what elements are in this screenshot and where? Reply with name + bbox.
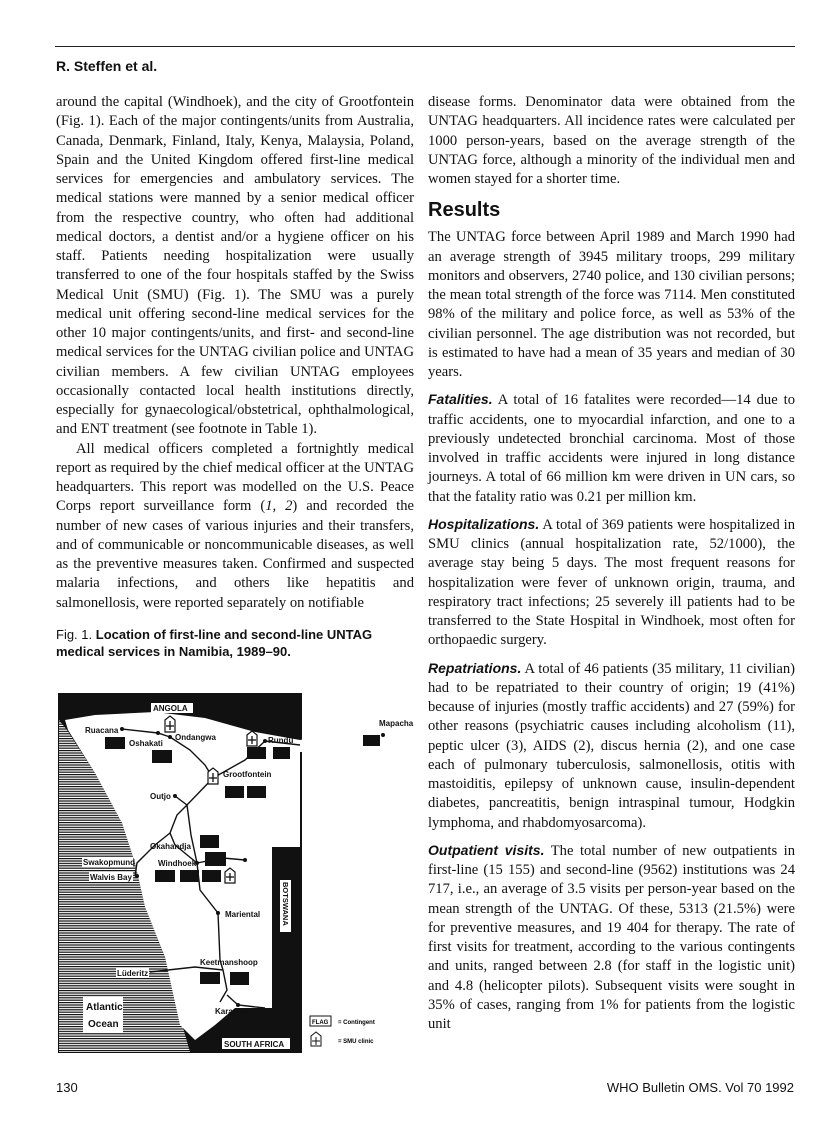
legend-smu-clinic: = SMU clinic bbox=[338, 1039, 374, 1045]
right-column bbox=[428, 93, 795, 1034]
label-windhoek: Windhoek bbox=[158, 859, 197, 868]
label-rundu: Rundu bbox=[268, 736, 294, 745]
label-grootfontein: Grootfontein bbox=[223, 770, 272, 779]
header-rule bbox=[55, 46, 795, 47]
reference: 1, 2 bbox=[265, 498, 293, 515]
label-botswana: BOTSWANA bbox=[281, 882, 290, 926]
left-column bbox=[56, 93, 414, 660]
label-ocean: Ocean bbox=[88, 1019, 119, 1030]
legend-flag-box: FLAG bbox=[312, 1020, 329, 1026]
journal-footer: WHO Bulletin OMS. Vol 70 1992 bbox=[606, 1080, 794, 1095]
label-okahandja: Okahandja bbox=[150, 842, 191, 851]
label-luderitz: Lüderitz bbox=[117, 969, 149, 978]
label-ondangwa: Ondangwa bbox=[175, 733, 216, 742]
label-mariental: Mariental bbox=[225, 910, 261, 919]
paragraph: All medical officers completed a fortnightly medical report as required by the chief medical officer at the UNTAG headquarters. This report was modelled on the U.S. Peace Corps report surveillance form (1, 2) and recorded the number of new cases of various injuries and their transfers, and of communicable or noncommunicable diseases, as well as the preventive measures taken. Confirmed and suspected malaria infections, and others like hepatitis and salmonellosis, were reported separately on notifiable bbox=[56, 440, 415, 611]
label-ruacana: Ruacana bbox=[85, 726, 119, 735]
label-outjo: Outjo bbox=[150, 792, 171, 801]
paragraph-hospitalizations: Hospitalizations. A total of 369 patients were hospitalized in SMU clinics (annual hospitalization rate, 52/1000), the average stay being 5 days. The most frequent reasons for hospitalization were fever of unknown origin, trauma, and respiratory tract infections; 25 severely ill patients had to be transferred to the State Hospital in Windhoek, most often for orthopaedic surgery. bbox=[428, 515, 795, 649]
map-legend bbox=[310, 1016, 375, 1046]
namibia-map bbox=[55, 690, 415, 1060]
section-heading-results: Results bbox=[428, 199, 501, 222]
paragraph-fatalities: Fatalities. A total of 16 fatalites were recorded—14 due to traffic accidents, one to myocardial infarction, and one to a previously undetected bronchial carcinoma. Most of those involved in traffic accidents were injured in long distance journeys. A total of 66 million km were driven in UN cars, so that the fatality ratio was 0.21 per million km. bbox=[428, 391, 795, 505]
label-walvis-bay: Walvis Bay bbox=[90, 873, 132, 882]
label-keetmanshoop: Keetmanshoop bbox=[200, 958, 258, 967]
label-mapacha: Mapacha bbox=[379, 719, 414, 728]
label-swakopmund: Swakopmund bbox=[83, 858, 136, 867]
label-angola: ANGOLA bbox=[153, 704, 188, 713]
paragraph-outpatient: Outpatient visits. The total number of new outpatients in first-line (15 155) and second-line (9562) institutions was 24 717, i.e., an average of 3.5 visits per person-year based on the mean strength of the UNTAG. Of these, 5313 (21.5%) were for preventive measures, and 19 404 for therapy. The rate of first visits for treatment, according to the various contingents and units, ranged between 2.8 (for staff in the logistic unit) and 4.8 (helicopter pilots). Subsequent visits were sought in 35% of cases, ranging from 1% for patients from the logistic unit bbox=[428, 841, 796, 1032]
label-karasburg: Karasburg bbox=[215, 1007, 256, 1016]
running-head: R. Steffen et al. bbox=[56, 58, 158, 74]
figure-caption: Fig. 1. Location of first-line and second-line UNTAG medical services in Namibia, 1989–90. bbox=[56, 626, 373, 659]
legend-contingent: = Contingent bbox=[338, 1020, 375, 1026]
label-atlantic: Atlantic bbox=[86, 1002, 123, 1013]
paragraph: The UNTAG force between April 1989 and March 1990 had an average strength of 3945 military troops, 299 military monitors and observers, 2740 police, and 130 civilian persons; the mean total strength of the force was 7114. Men constituted 98% of the military and police force, as well as 53% of the civilian personnel. The age distribution was not recorded, but is estimated to have had a mean of 35 years and median of 30 years. bbox=[428, 229, 795, 380]
paragraph: disease forms. Denominator data were obtained from the UNTAG headquarters. All incidence rates were calculated per 1000 person-years, based on the average strength of the UNTAG force, although a minority of the individual men and women stayed for a shorter time. bbox=[428, 94, 795, 187]
paragraph-repatriations: Repatriations. A total of 46 patients (35 military, 11 civilian) had to be repatriated to their country of origin; 19 (41%) because of injuries (mostly traffic accidents) and 27 (59%) for other reasons (psychiatric causes including alcoholism (11), peptic ulcer (3), AIDS (2), discus hernia (2), and one case each of pulmonary tuberculosis, salmonellosis, otitis with mastoiditis, epilepsy of unknown cause, insulin-dependent diabetes, pancreatitis, benign intraspinal tumour, Hodgkin lymphoma, and rhabdomyosarcoma). bbox=[428, 659, 795, 831]
label-south-africa: SOUTH AFRICA bbox=[224, 1040, 285, 1049]
paragraph: around the capital (Windhoek), and the city of Grootfontein (Fig. 1). Each of the major contingents/units from Australia, Canada, Denmark, Finland, Italy, Kenya, Malaysia, Poland, Spain and the United Kingdom offered first-line medical services for emergencies and ambulatory services. The medical stations were manned by a senior medical officer from the respective country, who often had additional medical doctors, a dentist and/or a hygiene officer on his staff. Patients needing hospitalization were usually transferred to one of the four hospitals staffed by the Swiss Medical Unit (SMU) (Fig. 1). The SMU was a purely medical unit offering second-line medical services for the other 10 major contingents/units, and first- and second-line medical services for the UNTAG civilian police and UNTAG civilian members. A few civilian UNTAG employees occasionally contacted local health institutions directly, especially for gynaecological/obstetrical, ophthalmological, and ENT treatment (see footnote in Table 1). bbox=[56, 94, 414, 438]
page-number: 130 bbox=[56, 1080, 78, 1095]
label-oshakati: Oshakati bbox=[129, 739, 163, 748]
